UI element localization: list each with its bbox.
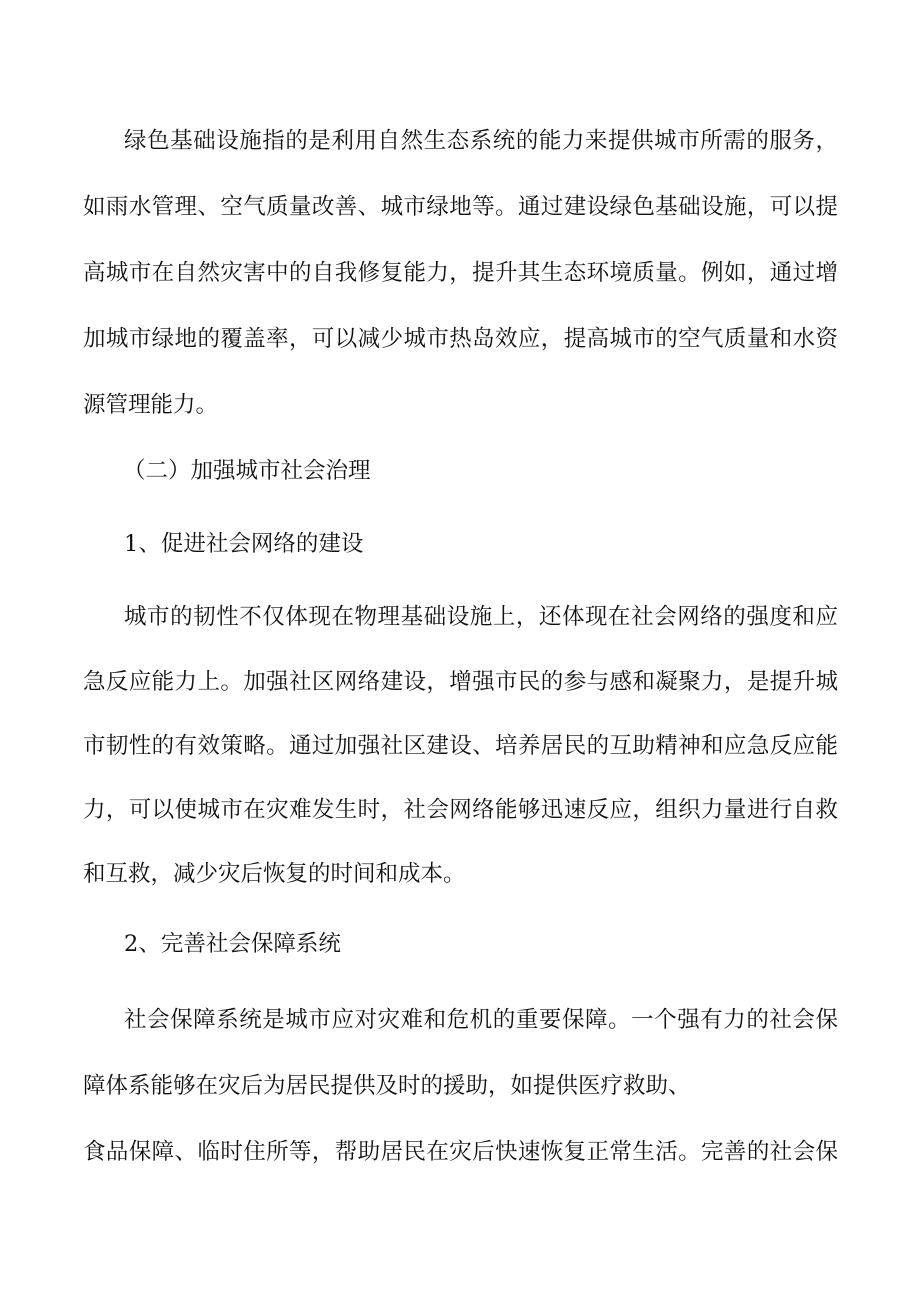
paragraph-1-line-4: 加城市绿地的覆盖率，可以减少城市热岛效应，提高城市的空气质量和水资 [83, 326, 838, 352]
subheading-1: 1、促进社会网络的建设 [124, 531, 364, 557]
paragraph-1-line-5: 源管理能力。 [83, 392, 219, 418]
paragraph-2-line-4: 力，可以使城市在灾难发生时，社会网络能够迅速反应，组织力量进行自救 [83, 797, 838, 823]
section-heading: （二）加强城市社会治理 [123, 458, 371, 484]
paragraph-2-line-3: 市韧性的有效策略。通过加强社区建设、培养居民的互助精神和应急反应能 [83, 733, 838, 759]
paragraph-1-line-3: 高城市在自然灾害中的自我修复能力，提升其生态环境质量。例如，通过增 [83, 260, 838, 286]
paragraph-3-line-1: 社会保障系统是城市应对灾难和危机的重要保障。一个强有力的社会保 [124, 1007, 838, 1033]
subheading-2: 2、完善社会保障系统 [124, 931, 341, 957]
paragraph-2-line-2: 急反应能力上。加强社区网络建设，增强市民的参与感和凝聚力，是提升城 [83, 669, 838, 695]
paragraph-1-line-2: 如雨水管理、空气质量改善、城市绿地等。通过建设绿色基础设施，可以提 [83, 194, 838, 220]
paragraph-2-line-5: 和互救，减少灾后恢复的时间和成本。 [83, 861, 466, 887]
paragraph-3-line-2: 障体系能够在灾后为居民提供及时的援助，如提供医疗救助、 [83, 1073, 691, 1099]
paragraph-2-line-1: 城市的韧性不仅体现在物理基础设施上，还体现在社会网络的强度和应 [124, 604, 838, 630]
paragraph-3-line-3: 食品保障、临时住所等，帮助居民在灾后快速恢复正常生活。完善的社会保 [83, 1139, 838, 1165]
paragraph-1-line-1: 绿色基础设施指的是利用自然生态系统的能力来提供城市所需的服务， [124, 128, 838, 154]
